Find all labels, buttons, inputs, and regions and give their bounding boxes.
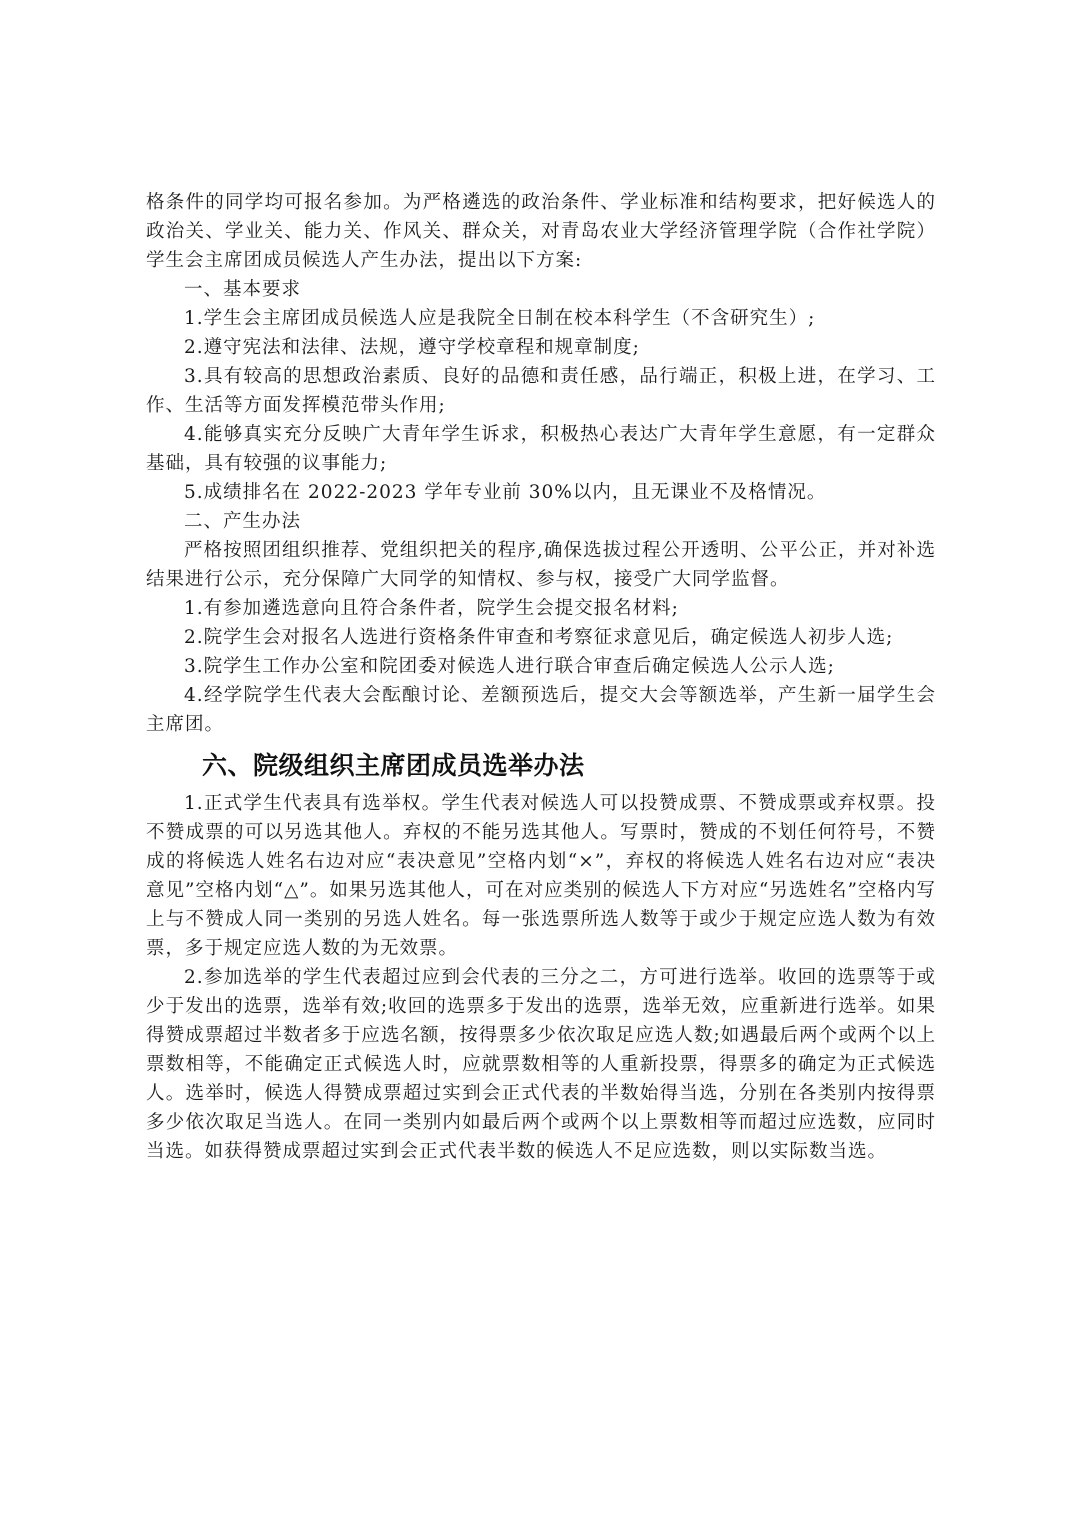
requirement-item-5: 5.成绩排名在 2022-2023 学年专业前 30%以内，且无课业不及格情况。 (184, 482, 827, 503)
paragraph-intro: 格条件的同学均可报名参加。为严格遴选的政治条件、学业标准和结构要求，把好候选人的政治关、学业关、能力关、作风关、群众关，对青岛农业大学经济管理学院（合作社学院）学生会主席团成员候选人产生办法，提出以下方案: (146, 192, 936, 271)
requirement-item-1: 1.学生会主席团成员候选人应是我院全日制在校本科学生（不含研究生）; (184, 308, 816, 329)
requirement-item-2: 2.遵守宪法和法律、法规，遵守学校章程和规章制度; (184, 337, 640, 358)
heading-basic-requirements: 一、基本要求 (184, 279, 302, 300)
election-item-1: 1.正式学生代表具有选举权。学生代表对候选人可以投赞成票、不赞成票或弃权票。投不赞成票的可以另选其他人。弃权的不能另选其他人。写票时，赞成的不划任何符号，不赞成的将候选人姓名右边对应“表决意见”空格内划“×”，弃权的将候选人姓名右边对应“表决意见”空格内划“△”。如果另选其他人，可在对应类别的候选人下方对应“另选姓名”空格内写上与不赞成人同一类别的另选人姓名。每一张选票所选人数等于或少于规定应选人数为有效票，多于规定应选人数的为无效票。 (146, 793, 936, 959)
election-item-2: 2.参加选举的学生代表超过应到会代表的三分之二，方可进行选举。收回的选票等于或少于发出的选票，选举有效;收回的选票多于发出的选票，选举无效，应重新进行选举。如果得赞成票超过半数者多于应选名额，按得票多少依次取足应选人数;如遇最后两个或两个以上票数相等，不能确定正式候选人时，应就票数相等的人重新投票，得票多的确定为正式候选人。选举时，候选人得赞成票超过实到会正式代表的半数始得当选，分别在各类别内按得票多少依次取足当选人。在同一类别内如最后两个或两个以上票数相等而超过应选数，应同时当选。如获得赞成票超过实到会正式代表半数的候选人不足应选数，则以实际数当选。 (146, 967, 936, 1162)
requirement-item-4: 4.能够真实充分反映广大青年学生诉求，积极热心表达广大青年学生意愿，有一定群众基础，具有较强的议事能力; (146, 424, 936, 474)
requirement-item-3: 3.具有较高的思想政治素质、良好的品德和责任感，品行端正，积极上进，在学习、工作、生活等方面发挥模范带头作用; (146, 366, 936, 416)
heading-generation-method: 二、产生办法 (184, 511, 302, 532)
method-item-3: 3.院学生工作办公室和院团委对候选人进行联合审查后确定候选人公示人选; (184, 656, 835, 677)
method-item-4: 4.经学院学生代表大会酝酿讨论、差额预选后，提交大会等额选举，产生新一届学生会主席团。 (146, 685, 936, 735)
method-item-1: 1.有参加遴选意向且符合条件者，院学生会提交报名材料; (184, 598, 679, 619)
method-item-2: 2.院学生会对报名人选进行资格条件审查和考察征求意见后，确定候选人初步人选; (184, 627, 894, 648)
document-body (146, 188, 936, 1166)
paragraph-generation-method: 严格按照团组织推荐、党组织把关的程序,确保选拔过程公开透明、公平公正，并对补选结果进行公示，充分保障广大同学的知情权、参与权，接受广大同学监督。 (146, 540, 936, 590)
section-title-election-method: 六、院级组织主席团成员选举办法 (202, 751, 585, 780)
